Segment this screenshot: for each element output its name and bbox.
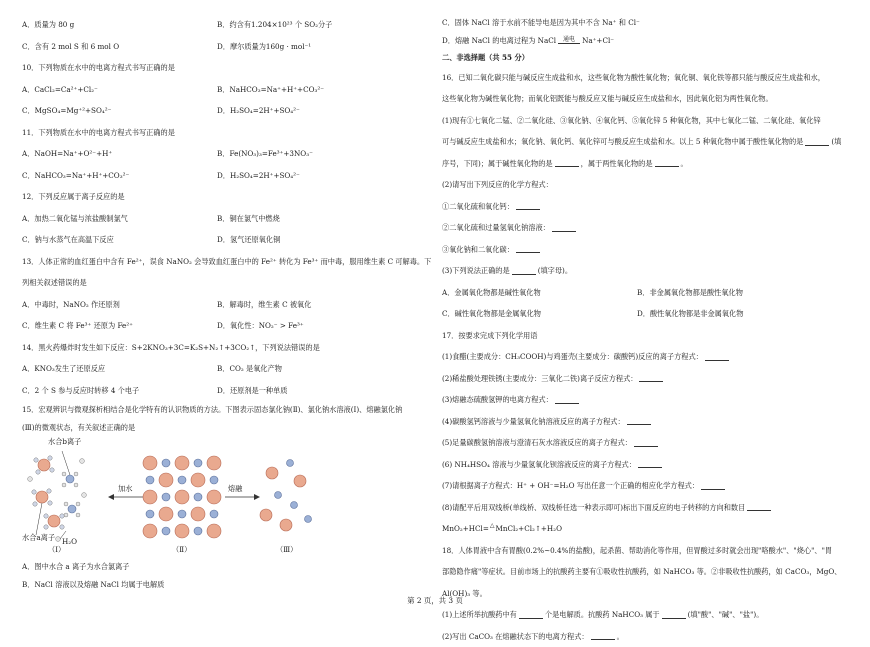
q14-option-a: A．KNO₃发生了还原反应 (22, 364, 217, 373)
q18-part1-a: (1)上述所举抗酸药中有 (442, 610, 517, 619)
q12-option-a: A．加热二氧化锰与浓盐酸制氯气 (22, 214, 217, 223)
electrolysis-condition: 通电 (563, 37, 575, 43)
answer-blank[interactable] (705, 353, 729, 361)
q15-option-d-post: Na⁺+Cl⁻ (582, 36, 614, 45)
q12-option-d: D．氢气还原氧化铜 (217, 235, 412, 244)
q16-line2: 这些氧化物为碱性氧化物；而氧化铝既能与酸反应又能与碱反应生成盐和水，因此氧化铝为两性氧化物。 (442, 88, 852, 110)
sodium-ion (210, 476, 218, 484)
q15-stem-line2: (Ⅲ)的微观状态，有关叙述正确的是 (22, 419, 432, 437)
q16-part3-option-b: B．非金属氧化物都是酸性氧化物 (637, 288, 832, 297)
q16-part2b-text: ②二氧化硫和过量氢氧化钠溶液： (442, 223, 550, 232)
sodium-ion (178, 510, 186, 518)
sodium-ion (162, 527, 170, 535)
q17-part8-text: (8)请配平后用双线桥(单线桥、双线桥任选一种表示即可)标出下面反应的电子转移的方向和数目 (442, 503, 745, 512)
q12-stem: 12．下列反应属于离子反应的是 (22, 186, 432, 208)
answer-blank[interactable] (555, 159, 579, 167)
q16-part3-option-a: A．金属氧化物都是碱性氧化物 (442, 288, 637, 297)
q15-option-d (442, 32, 852, 50)
sodium-ion (194, 493, 202, 501)
q17-part5 (442, 432, 852, 454)
q9-option-c: C．含有 2 mol S 和 6 mol O (22, 42, 217, 51)
q10-options-row1 (22, 79, 432, 101)
q16-part3-option-c: C．碱性氧化物都是金属氧化物 (442, 309, 637, 318)
section-two-title: 二、非选择题（共 55 分） (442, 49, 852, 67)
q9-option-d: D．摩尔质量为160g · mol⁻¹ (217, 42, 412, 51)
right-column (442, 14, 852, 647)
q14-stem: 14．黑火药爆炸时发生如下反应：S+2KNO₃+3C=K₂S+N₂↑+3CO₂↑，下列说法错误的是 (22, 337, 432, 359)
left-column (22, 14, 432, 593)
sodium-ion (194, 459, 202, 467)
q16-line5-c: 。 (681, 159, 688, 168)
chloride-ion (159, 507, 173, 521)
q13-option-c: C．维生素 C 将 Fe³⁺ 还原为 Fe²⁺ (22, 321, 217, 330)
label-add-water: 加水 (118, 484, 132, 493)
q15-option-a: A．图中水合 a 离子为水合氯离子 (22, 558, 432, 576)
answer-blank[interactable] (655, 159, 679, 167)
q17-part2-text: (2)稀盐酸处理铁锈(主要成分：三氧化二铁)离子反应方程式： (442, 374, 637, 383)
q14-option-c: C．2 个 S 参与反应时转移 4 个电子 (22, 386, 217, 395)
q17-part7 (442, 475, 852, 497)
q14-options-row2 (22, 380, 432, 402)
q16-part3-tail: (填字母)。 (538, 266, 572, 275)
solid-lattice (143, 456, 221, 538)
answer-blank[interactable] (639, 374, 663, 382)
sodium-ion (178, 476, 186, 484)
q16-part2: (2)请写出下列反应的化学方程式： (442, 174, 852, 196)
solution-particles (28, 451, 87, 541)
answer-blank[interactable] (805, 138, 829, 146)
q17-part6 (442, 454, 852, 476)
chloride-ion (175, 490, 189, 504)
q17-stem: 17．按要求完成下列化学用语 (442, 325, 852, 347)
chloride-ion (191, 473, 205, 487)
delta-symbol: △ (490, 522, 495, 530)
label-state-II: （Ⅱ） (172, 545, 191, 554)
q13-stem-line2: 列相关叙述错误的是 (22, 272, 432, 294)
q17-part1-text: (1)食醋(主要成分：CH₃COOH)与鸡蛋壳(主要成分：碳酸钙)反应的离子方程式： (442, 352, 703, 361)
q9-option-b: B．约含有1.204×10²³ 个 SO₂分子 (217, 20, 412, 29)
q17-part6-text: (6) NH₄HSO₄ 溶液与少量氢氧化钡溶液反应的离子方程式： (442, 460, 636, 469)
q11-options-row1 (22, 143, 432, 165)
q12-option-c: C．钠与水蒸气在高温下反应 (22, 235, 217, 244)
label-hydrated-b-ion: 水合b离子 (48, 437, 81, 446)
answer-blank[interactable] (634, 439, 658, 447)
q15-option-d-pre: D．熔融 NaCl 的电离过程为 NaCl (442, 36, 556, 45)
q16-line1: 16．已知二氧化碳只能与碱反应生成盐和水，这些氧化物为酸性氧化物；氧化铜、氧化铁等都只能与酸反应生成盐和水， (442, 67, 852, 89)
q17-part1 (442, 346, 852, 368)
chloride-ion (143, 456, 157, 470)
q15-option-c: C．固体 NaCl 溶于水前不能导电是因为其中不含 Na⁺ 和 Cl⁻ (442, 14, 852, 32)
chloride-ion (207, 456, 221, 470)
q12-option-b: B．铜在氯气中燃烧 (217, 214, 412, 223)
q10-options-row2 (22, 100, 432, 122)
q18-part2-tail: 。 (617, 632, 624, 641)
sodium-ion (210, 510, 218, 518)
label-water: H₂O (62, 537, 77, 546)
chloride-ion (175, 456, 189, 470)
q11-option-d: D．H₂SO₄=2H⁺+SO₄²⁻ (217, 171, 412, 180)
label-state-I: （Ⅰ） (48, 545, 65, 554)
q13-option-b: B．解毒时，维生素 C 被氧化 (217, 300, 412, 309)
q16-part3-options-row1 (442, 282, 852, 304)
q18-line2: 部隐隐作痛"等症状。目前市场上的抗酸药主要有①吸收性抗酸药，如 NaHCO₃ 等。②非吸收性抗酸药，如 CaCO₃，MgO、 (442, 561, 852, 583)
q15-nacl-figure (22, 439, 432, 555)
q14-options-row1 (22, 358, 432, 380)
q10-option-b: B．NaHCO₃=Na⁺+H⁺+CO₃²⁻ (217, 85, 412, 94)
q18-line3: Al(OH)₃ 等。 (442, 583, 852, 605)
q14-option-d: D．还原剂是一种单质 (217, 386, 412, 395)
q16-part2b (442, 217, 852, 239)
electrolysis-arrow (558, 37, 580, 44)
page-footer: 第 2 页，共 3 页 (0, 596, 870, 605)
q17-part4-text: (4)碳酸氢钙溶液与少量氢氧化钠溶液反应的离子方程式： (442, 417, 625, 426)
q10-option-c: C．MgSO₄=Mg⁺²+SO₄²⁻ (22, 106, 217, 115)
q13-option-a: A．中毒时，NaNO₂ 作还原剂 (22, 300, 217, 309)
melt-arrow (225, 494, 260, 500)
chloride-ion (159, 473, 173, 487)
q16-line5 (442, 153, 852, 175)
q9-options-row1 (22, 14, 432, 36)
q18-part2-text: (2)写出 CaCO₃ 在熔融状态下的电离方程式： (442, 632, 589, 641)
answer-blank[interactable] (701, 482, 725, 490)
answer-blank[interactable] (627, 417, 651, 425)
q16-part3-options-row2 (442, 303, 852, 325)
q17-part3-text: (3)熔融态硫酸氢钾的电离方程式： (442, 395, 553, 404)
q16-part2c (442, 239, 852, 261)
q17-part3 (442, 389, 852, 411)
q18-part1-c: (填"酸"、"碱"、"盐")。 (688, 610, 764, 619)
q16-line5-b: ，属于两性氧化物的是 (581, 159, 653, 168)
equation-right: MnCl₂+Cl₂↑+H₂O (496, 524, 562, 533)
answer-blank[interactable] (638, 460, 662, 468)
q14-option-b: B．CO₂ 是氧化产物 (217, 364, 412, 373)
q16-part3-option-d: D．酸性氧化物都是非金属氧化物 (637, 309, 832, 318)
chloride-ion (175, 524, 189, 538)
q16-part2a-text: ①二氧化硫和氧化钙： (442, 202, 514, 211)
q15-stem-line1: 15．宏观辨识与微观探析相结合是化学特有的认识物质的方法。下图表示固态氯化钠(Ⅱ)、氯化钠水溶液(Ⅰ)、熔融氯化钠 (22, 401, 432, 419)
answer-blank[interactable] (516, 245, 540, 253)
chloride-ion (143, 524, 157, 538)
q12-options-row1 (22, 208, 432, 230)
q9-options-row2 (22, 36, 432, 58)
q9-option-a: A．质量为 80 g (22, 20, 217, 29)
q18-line1: 18．人体胃液中含有胃酸(0.2%~0.4%的盐酸)，起杀菌、帮助消化等作用，但胃酸过多时就会出现"咯酸水"、"烧心"、"胃 (442, 540, 852, 562)
chloride-ion (143, 490, 157, 504)
q13-stem-line1: 13．人体正常的血红蛋白中含有 Fe²⁺，误食 NaNO₂ 会导致血红蛋白中的 Fe²⁺ 转化为 Fe³⁺ 而中毒，服用维生素 C 可解毒。下 (22, 251, 432, 273)
q11-option-a: A．NaOH=Na⁺+O²⁻+H⁺ (22, 149, 217, 158)
q17-part4 (442, 411, 852, 433)
q11-options-row2 (22, 165, 432, 187)
chloride-ion (191, 507, 205, 521)
q13-options-row2 (22, 315, 432, 337)
q15-option-b: B．NaCl 溶液以及熔融 NaCl 均属于电解质 (22, 576, 432, 594)
q16-line3: (1)现有①七氧化二锰、②二氧化硅、③氧化钠、④氧化钙、⑤氧化锌 5 种氧化物，其中七氧化二锰、二氧化硅、氧化锌 (442, 110, 852, 132)
q18-part2 (442, 626, 852, 647)
sodium-ion (146, 510, 154, 518)
q17-part5-text: (5)足量碳酸氢钠溶液与澄清石灰水溶液反应的离子方程式： (442, 438, 632, 447)
molten-particles (260, 460, 312, 532)
q12-options-row2 (22, 229, 432, 251)
sodium-ion (146, 476, 154, 484)
answer-blank[interactable] (591, 632, 615, 640)
q16-part2a (442, 196, 852, 218)
label-state-III: （Ⅲ） (276, 545, 297, 554)
answer-blank[interactable] (555, 396, 579, 404)
q16-part3-text: (3)下列说法正确的是 (442, 266, 510, 275)
q11-stem: 11．下列物质在水中的电离方程式书写正确的是 (22, 122, 432, 144)
q10-option-a: A．CaCl₂=Ca²⁺+Cl₂⁻ (22, 85, 217, 94)
q16-line5-a: 序号，下同)；属于碱性氧化物的是 (442, 159, 553, 168)
label-hydrated-a-ion: 水合a离子 (22, 533, 55, 542)
q11-option-b: B．Fe(NO₃)₃=Fe³⁺+3NO₃⁻ (217, 149, 412, 158)
sodium-ion (162, 493, 170, 501)
q17-equation (442, 518, 852, 540)
answer-blank[interactable] (516, 202, 540, 210)
q13-options-row1 (22, 294, 432, 316)
q16-line4-text: 可与碱反应生成盐和水；氧化钠、氧化钙、氧化锌可与酸反应生成盐和水。以上 5 种氧化物中属于酸性氧化物的是 (442, 137, 803, 146)
chloride-ion (207, 490, 221, 504)
answer-blank[interactable] (552, 224, 576, 232)
q16-line4 (442, 131, 852, 153)
answer-blank[interactable] (747, 503, 771, 511)
arrow-line (558, 43, 580, 44)
q10-option-d: D．H₂SO₄=2H⁺+SO₄²⁻ (217, 106, 412, 115)
chloride-ion (207, 524, 221, 538)
q16-part2c-text: ③氧化钠和二氧化碳： (442, 245, 514, 254)
q17-part8 (442, 497, 852, 519)
equation-left: MnO₂+HCl= (442, 524, 489, 533)
q11-option-c: C．NaHCO₃=Na⁺+H⁺+CO₃²⁻ (22, 171, 217, 180)
q16-line4-tail: (填 (831, 137, 841, 146)
q17-part7-text: (7)请根据离子方程式：H⁺ + OH⁻=H₂O 写出任意一个正确的相应化学方程式： (442, 481, 699, 490)
label-melt: 熔融 (228, 484, 242, 493)
q10-stem: 10．下列物质在水中的电离方程式书写正确的是 (22, 57, 432, 79)
q16-part3 (442, 260, 852, 282)
q13-option-d: D．氧化性：NO₂⁻ > Fe³⁺ (217, 321, 412, 330)
answer-blank[interactable] (512, 267, 536, 275)
add-water-arrow (108, 494, 144, 500)
q17-part2 (442, 368, 852, 390)
q18-part1-b: 个是电解质。抗酸药 NaHCO₃ 属于 (545, 610, 660, 619)
sodium-ion (194, 527, 202, 535)
sodium-ion (162, 459, 170, 467)
